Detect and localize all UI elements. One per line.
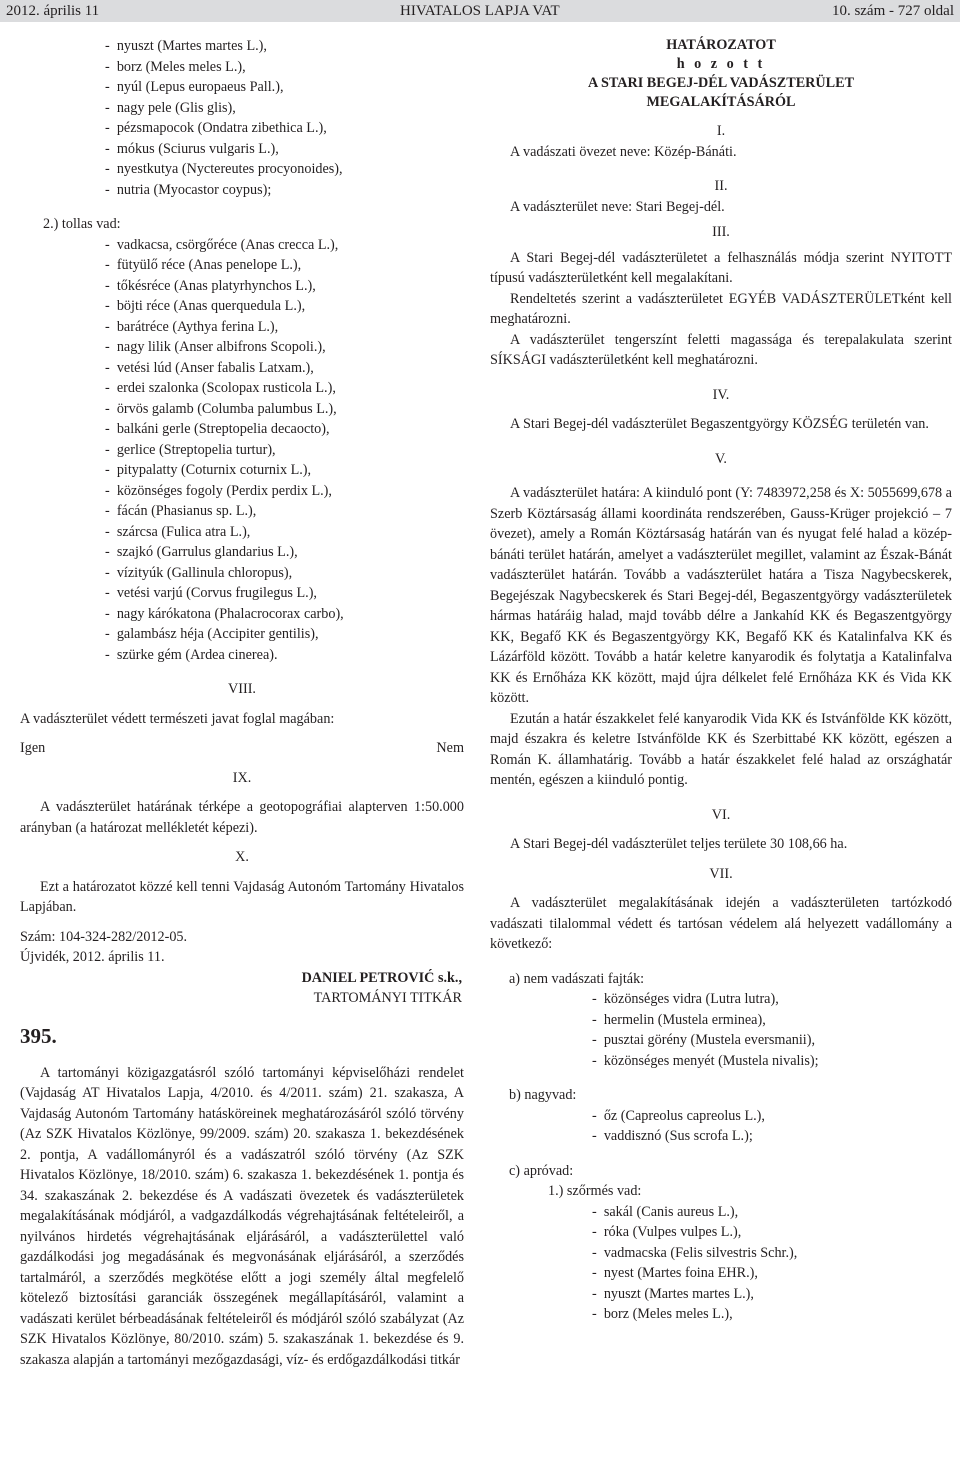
list-item: - böjti réce (Anas querquedula L.), xyxy=(105,296,464,317)
list-item: - vadkacsa, csörgőréce (Anas crecca L.), xyxy=(105,235,464,256)
section-number-vii: VII. xyxy=(709,865,733,882)
list-item: - vadmacska (Felis silvestris Schr.), xyxy=(592,1243,952,1264)
list-item: - fütyülő réce (Anas penelope L.), xyxy=(105,255,464,276)
decision-heading-line1: A STARI BEGEJ-DÉL VADÁSZTERÜLET xyxy=(587,75,855,91)
list-item: - nyest (Martes foina EHR.), xyxy=(592,1263,952,1284)
list-item: - borz (Meles meles L.), xyxy=(592,1304,952,1325)
list-item: - vaddisznó (Sus scrofa L.); xyxy=(592,1126,952,1147)
section-v-paragraph-2: Ezután a határ északkelet felé kanyarodik Vida KK és Istvánfölde KK között, majd északra és keletre Istvánfölde KK és Szerbittabé KK között, egészen a Román K. államhatárig. Tovább a határ északkelet felé halad az országhatár mentén, egészen a kiinduló pontig. xyxy=(490,710,952,788)
signer-title: TARTOMÁNYI TITKÁR xyxy=(313,990,462,1006)
section-i-text: A vadászati övezet neve: Közép-Bánáti. xyxy=(510,143,737,160)
page-header xyxy=(0,0,960,22)
list-item: - balkáni gerle (Streptopelia decaocto), xyxy=(105,419,464,440)
section-iii-paragraph-1: A Stari Begej-dél vadászterületet a felhasználás módja szerint NYITOTT típusú vadászterületként kell megalakítani. xyxy=(490,249,952,286)
section-number-vi: VI. xyxy=(711,806,731,823)
category-c-list xyxy=(490,1202,952,1325)
list-item: - sakál (Canis aureus L.), xyxy=(592,1202,952,1223)
list-item: - mókus (Sciurus vulgaris L.), xyxy=(105,139,464,160)
list-item: - nyuszt (Martes martes L.), xyxy=(592,1284,952,1305)
option-yes: Igen xyxy=(20,740,46,756)
yes-no-row xyxy=(20,738,464,759)
decision-intro: A tartományi közigazgatásról szóló tartományi képviselőházi rendelet (Vajdaság AT Hivatalos Lapja, 4/2010. és 4/2011. szám) 21. szakasza, A Vajdaság Autonóm Tartomány hatásköreinek meghatározásáról szóló törvény (Az SZK Hivatalos Közlönye, 99/2009. szám) 20. szakasza 1. bekezdésének 2. pontja, A vadállományról és a vadászatról szóló törvény (Az SZK Hivatalos Közlönye, 18/2010. szám) 6. szakasza 1. bekezdésének 1. pontja és 34. szakaszának 2. bekezdése és A vadászati övezetek és vadászterületek megalakításának módjáról, a vadgazdálkodás végrehajtásának feltételeiről, a nyilvános hirdetés végrehajtásának eljárásáról, a vadászterülettel való gazdálkodási jog megadásának és megvonásának eljárásáról, a szerződés tartalmáról, a szerződés megkötése előtt a jogi személy által megfelelő kötelező biztosítási garanciák összegének megállapításáról, valamint a vadászati kerület bérbeadásának feltételeiről és módjáról szóló szabályzat (Az SZK Hivatalos Közlönye, 80/2010. szám) 5. szakaszának 1. bekezdése és 9. szakasza alapján a tartományi mezőgazdasági, víz- és erdőgazdálkodási titkár xyxy=(20,1064,464,1368)
list-item: - nyúl (Lepus europaeus Pall.), xyxy=(105,77,464,98)
section-ix-text: A vadászterület határának térképe a geotopográfiai alapterven 1:50.000 arányban (a határozat mellékletét képezi). xyxy=(20,799,464,836)
section-viii-text: A vadászterület védett természeti javat foglal magában: xyxy=(20,710,335,727)
header-date: 2012. április 11 xyxy=(6,3,100,19)
list-item: - közönséges vidra (Lutra lutra), xyxy=(592,989,952,1010)
section-vii-text: A vadászterület megalakításának idején a vadászterületen tartózkodó vadászati tilalommal védett és tartósan védelem alá helyezett vadállomány a következő: xyxy=(490,895,952,952)
section-number-iv: IV. xyxy=(712,386,730,403)
list-item: - nagy lilik (Anser albifrons Scopoli.), xyxy=(105,337,464,358)
category-c-heading: c) apróvad: xyxy=(509,1162,574,1179)
list-item: - barátréce (Aythya ferina L.), xyxy=(105,317,464,338)
list-item: - erdei szalonka (Scolopax rusticola L.), xyxy=(105,378,464,399)
list-item: - pusztai görény (Mustela eversmanii), xyxy=(592,1030,952,1051)
section-iii-paragraph-2: Rendeltetés szerint a vadászterületet EGYÉB VADÁSZTERÜLETként kell meghatározni. xyxy=(490,290,952,327)
list-item: - nyestkutya (Nyctereutes procyonoides), xyxy=(105,159,464,180)
section-number-v: V. xyxy=(715,450,727,467)
list-item: - nutria (Myocastor coypus); xyxy=(105,180,464,201)
list-item: - pitypalatty (Coturnix coturnix L.), xyxy=(105,460,464,481)
category-c-subheading: 1.) szőrmés vad: xyxy=(548,1183,642,1199)
reference-place-date: Újvidék, 2012. április 11. xyxy=(20,949,165,965)
list-item: - fácán (Phasianus sp. L.), xyxy=(105,501,464,522)
section-ii-text: A vadászterület neve: Stari Begej-dél. xyxy=(510,198,725,215)
list-item: - nagy kárókatona (Phalacrocorax carbo), xyxy=(105,604,464,625)
signer-name: DANIEL PETROVIĆ s.k., xyxy=(301,969,462,986)
mammal-list-continued xyxy=(20,36,464,200)
section-number-ii: II. xyxy=(714,178,728,194)
decision-subtitle: h o z o t t xyxy=(676,56,766,72)
list-item: - vetési varjú (Corvus frugilegus L.), xyxy=(105,583,464,604)
list-item: - tőkésréce (Anas platyrhynchos L.), xyxy=(105,276,464,297)
section-x-text: Ezt a határozatot közzé kell tenni Vajdaság Autonóm Tartomány Hivatalos Lapjában. xyxy=(20,878,464,915)
list-item: - róka (Vulpes vulpes L.), xyxy=(592,1222,952,1243)
section-iii-paragraph-3: A vadászterület tengerszínt feletti magassága és terepalakulata szerint SÍKSÁGI vadászterületként kell meghatározni. xyxy=(490,331,952,368)
reference-number: Szám: 104-324-282/2012-05. xyxy=(20,928,188,945)
list-item: - közönséges fogoly (Perdix perdix L.), xyxy=(105,481,464,502)
list-item: - gerlice (Streptopelia turtur), xyxy=(105,440,464,461)
section-v-paragraph-1: A vadászterület határa: A kiinduló pont (Y: 7483972,258 és X: 5055699,678 a Szerb Köztársaság állami koordináta rendszerében, Gauss-Krüger projekció – 7 övezet), amely a Román Köztársaság határán van és nyugat felé halad a közép-bánáti terület határán, amelyet a vadászterület megillet, valamint az Észak-Bánát vadászterület határán. Tovább a vadászterület határa a Tisza Nagybecskerek, Begejészak Nagybecskerek és Stari Begej-dél, Begaszentgyörgy vadászterületek hármas határáig halad, majd tovább délre a Jankahíd KK és Begaszentgyörgy KK, Begafő KK és Begaszentgyörgy KK, Begafő KK és Katalinfalva KK és Lázárföld között. Tovább a határ keletre kanyarodik és folytatja a Katalinfalva KK és Ernőháza KK között, majd újra délkelet felé Ernőháza KK és Vida KK között. xyxy=(490,485,952,706)
left-column xyxy=(20,36,464,1370)
list-item: - pézsmapocok (Ondatra zibethica L.), xyxy=(105,118,464,139)
list-item: - galambász héja (Accipiter gentilis), xyxy=(105,624,464,645)
bird-list-heading: 2.) tollas vad: xyxy=(43,216,121,232)
section-number-iii: III. xyxy=(712,224,730,240)
list-item: - szürke gém (Ardea cinerea). xyxy=(105,645,464,666)
right-column xyxy=(490,36,952,1325)
category-b-list xyxy=(490,1106,952,1147)
list-item: - nyuszt (Martes martes L.), xyxy=(105,36,464,57)
section-number-viii: VIII. xyxy=(228,681,256,697)
list-item: - hermelin (Mustela erminea), xyxy=(592,1010,952,1031)
section-number-i: I. xyxy=(716,123,726,139)
list-item: - vetési lúd (Anser fabalis Latxam.), xyxy=(105,358,464,379)
list-item: - szajkó (Garrulus glandarius L.), xyxy=(105,542,464,563)
category-a-heading: a) nem vadászati fajták: xyxy=(509,970,645,987)
section-iv-text: A Stari Begej-dél vadászterület Begaszentgyörgy KÖZSÉG területén van. xyxy=(510,416,929,432)
header-page-number: 10. szám - 727 oldal xyxy=(831,3,954,19)
category-b-heading: b) nagyvad: xyxy=(509,1087,577,1103)
section-vi-text: A Stari Begej-dél vadászterület teljes területe 30 108,66 ha. xyxy=(510,836,848,852)
section-number-x: X. xyxy=(235,849,249,865)
list-item: - szárcsa (Fulica atra L.), xyxy=(105,522,464,543)
list-item: - vízityúk (Gallinula chloropus), xyxy=(105,563,464,584)
option-no: Nem xyxy=(436,740,464,756)
list-item: - örvös galamb (Columba palumbus L.), xyxy=(105,399,464,420)
section-number-ix: IX. xyxy=(232,769,252,786)
decision-title: HATÁROZATOT xyxy=(666,37,776,53)
list-item: - nagy pele (Glis glis), xyxy=(105,98,464,119)
category-a-list xyxy=(490,989,952,1071)
decision-heading-line2: MEGALAKÍTÁSÁRÓL xyxy=(646,94,796,110)
list-item: - közönséges menyét (Mustela nivalis); xyxy=(592,1051,952,1072)
bird-list xyxy=(20,235,464,666)
list-item: - őz (Capreolus capreolus L.), xyxy=(592,1106,952,1127)
decision-number: 395. xyxy=(20,1023,57,1048)
list-item: - borz (Meles meles L.), xyxy=(105,57,464,78)
header-journal-title: HIVATALOS LAPJA VAT xyxy=(400,3,560,19)
